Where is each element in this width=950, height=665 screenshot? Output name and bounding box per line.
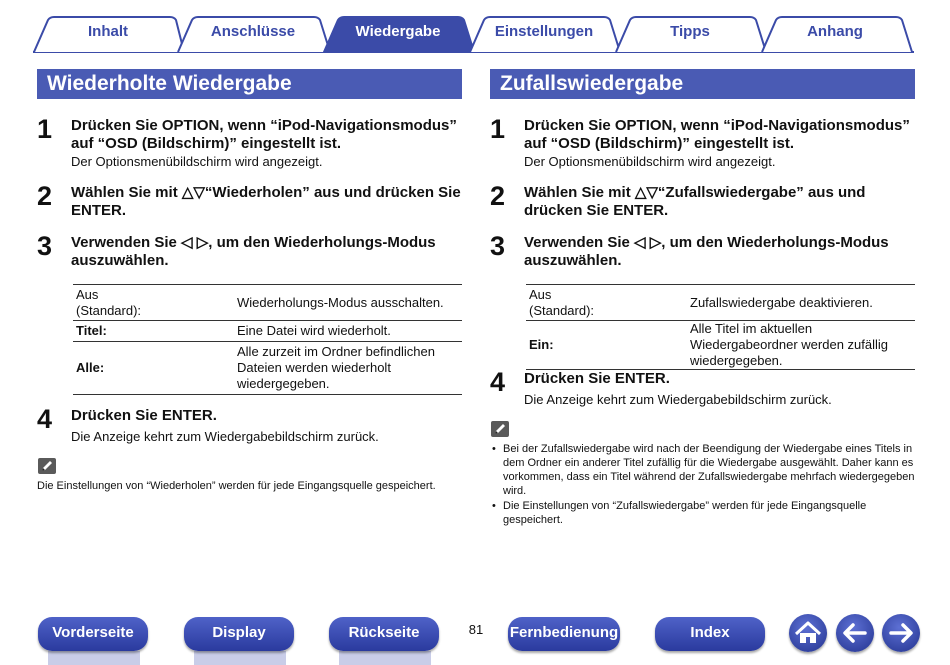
step-subtext: Die Anzeige kehrt zum Wiedergabebildschirm zurück. bbox=[71, 429, 379, 444]
option-value: Alle zurzeit im Ordner befindlichen Dateien werden wiederholt wiedergegeben. bbox=[237, 344, 435, 391]
step-text: Drücken Sie ENTER. bbox=[524, 370, 670, 387]
option-key-line: (Standard): bbox=[529, 302, 595, 318]
option-value: Alle Titel im aktuellen Wiedergabeordner werden zufällig wiedergegeben. bbox=[690, 321, 889, 368]
button-shadow bbox=[194, 651, 286, 665]
table-row bbox=[73, 285, 462, 321]
step-number: 2 bbox=[37, 181, 53, 211]
step-text: Verwenden Sie ◁ ▷, um den Wiederholungs-Modus auszuwählen. bbox=[524, 234, 889, 269]
step-number: 4 bbox=[37, 404, 53, 434]
step-number: 3 bbox=[490, 231, 506, 261]
tab-wiedergabe[interactable]: Wiedergabe bbox=[355, 23, 441, 40]
tab-tipps[interactable]: Tipps bbox=[670, 23, 710, 40]
step-text: Drücken Sie ENTER. bbox=[71, 407, 217, 424]
tab-anhang[interactable]: Anhang bbox=[807, 23, 863, 40]
option-key-line: Aus bbox=[529, 286, 552, 302]
shuffle-mode-table bbox=[526, 284, 915, 370]
section-title-shuffle: Zufallswiedergabe bbox=[490, 69, 915, 99]
option-key: Titel: bbox=[76, 323, 107, 338]
step-number: 3 bbox=[37, 231, 53, 261]
option-key: Ein: bbox=[529, 337, 554, 352]
step-number: 2 bbox=[490, 181, 506, 211]
step-number: 1 bbox=[490, 114, 506, 144]
pencil-icon bbox=[38, 458, 56, 474]
back-button[interactable] bbox=[836, 614, 874, 652]
step-number: 4 bbox=[490, 367, 506, 397]
nav-button-fernbedienung[interactable]: Fernbedienung bbox=[508, 617, 620, 651]
option-value: Zufallswiedergabe deaktivieren. bbox=[690, 294, 873, 310]
table-row bbox=[526, 321, 915, 370]
option-key-line: Aus bbox=[76, 286, 99, 302]
step-subtext: Der Optionsmenübildschirm wird angezeigt. bbox=[524, 154, 776, 169]
tab-bar bbox=[0, 0, 950, 56]
list-item: • Die Einstellungen von “Zufallswiedergabe” werden für jede Eingangsquelle gespeichert. bbox=[491, 499, 915, 527]
button-shadow bbox=[48, 651, 140, 665]
nav-button-index[interactable]: Index bbox=[655, 617, 765, 651]
step-text: Wählen Sie mit △▽“Wiederholen” aus und drücken Sie ENTER. bbox=[71, 184, 461, 219]
step-subtext: Der Optionsmenübildschirm wird angezeigt. bbox=[71, 154, 323, 169]
option-key: Alle: bbox=[76, 360, 105, 375]
note-list bbox=[491, 442, 915, 528]
home-icon bbox=[789, 614, 827, 652]
option-key-line: (Standard): bbox=[76, 302, 142, 318]
step-text: Drücken Sie OPTION, wenn “iPod-Navigationsmodus” auf “OSD (Bildschirm)” eingestellt ist. bbox=[71, 117, 457, 152]
table-row bbox=[73, 342, 462, 395]
option-key bbox=[73, 285, 234, 321]
forward-button[interactable] bbox=[882, 614, 920, 652]
home-button[interactable] bbox=[789, 614, 827, 652]
tab-einstellungen[interactable]: Einstellungen bbox=[494, 23, 594, 40]
tab-anschluesse[interactable]: Anschlüsse bbox=[210, 23, 296, 40]
back-arrow-icon bbox=[836, 614, 874, 652]
repeat-mode-table bbox=[73, 284, 462, 395]
option-value: Wiederholungs-Modus ausschalten. bbox=[237, 294, 444, 310]
pencil-icon bbox=[491, 421, 509, 437]
list-item: • Bei der Zufallswiedergabe wird nach der Beendigung der Wiedergabe eines Titels in dem Ordner ein anderer Titel zufällig für die Wiedergabe ausgewählt. Daher kann es vorkommen, dass ein Titel während der Zufallswiedergabe mehrfach wiedergegeben wird. bbox=[491, 442, 915, 498]
table-row bbox=[526, 285, 915, 321]
step-subtext: Die Anzeige kehrt zum Wiedergabebildschirm zurück. bbox=[524, 392, 832, 407]
step-text: Drücken Sie OPTION, wenn “iPod-Navigationsmodus” auf “OSD (Bildschirm)” eingestellt ist. bbox=[524, 117, 910, 152]
section-title-repeat: Wiederholte Wiedergabe bbox=[37, 69, 462, 99]
step-text: Verwenden Sie ◁ ▷, um den Wiederholungs-Modus auszuwählen. bbox=[71, 234, 436, 269]
tab-inhalt[interactable]: Inhalt bbox=[88, 23, 128, 40]
step-number: 1 bbox=[37, 114, 53, 144]
table-row bbox=[73, 321, 462, 342]
note-text: Die Einstellungen von “Wiederholen” werden für jede Eingangsquelle gespeichert. bbox=[37, 480, 436, 492]
nav-button-display[interactable]: Display bbox=[184, 617, 294, 651]
nav-button-rueckseite[interactable]: Rückseite bbox=[329, 617, 439, 651]
button-shadow bbox=[339, 651, 431, 665]
option-key bbox=[526, 285, 687, 321]
step-text: Wählen Sie mit △▽“Zufallswiedergabe” aus und drücken Sie ENTER. bbox=[524, 184, 866, 219]
nav-button-vorderseite[interactable]: Vorderseite bbox=[38, 617, 148, 651]
page-number: 81 bbox=[468, 622, 484, 637]
option-value: Eine Datei wird wiederholt. bbox=[237, 323, 391, 338]
forward-arrow-icon bbox=[882, 614, 920, 652]
